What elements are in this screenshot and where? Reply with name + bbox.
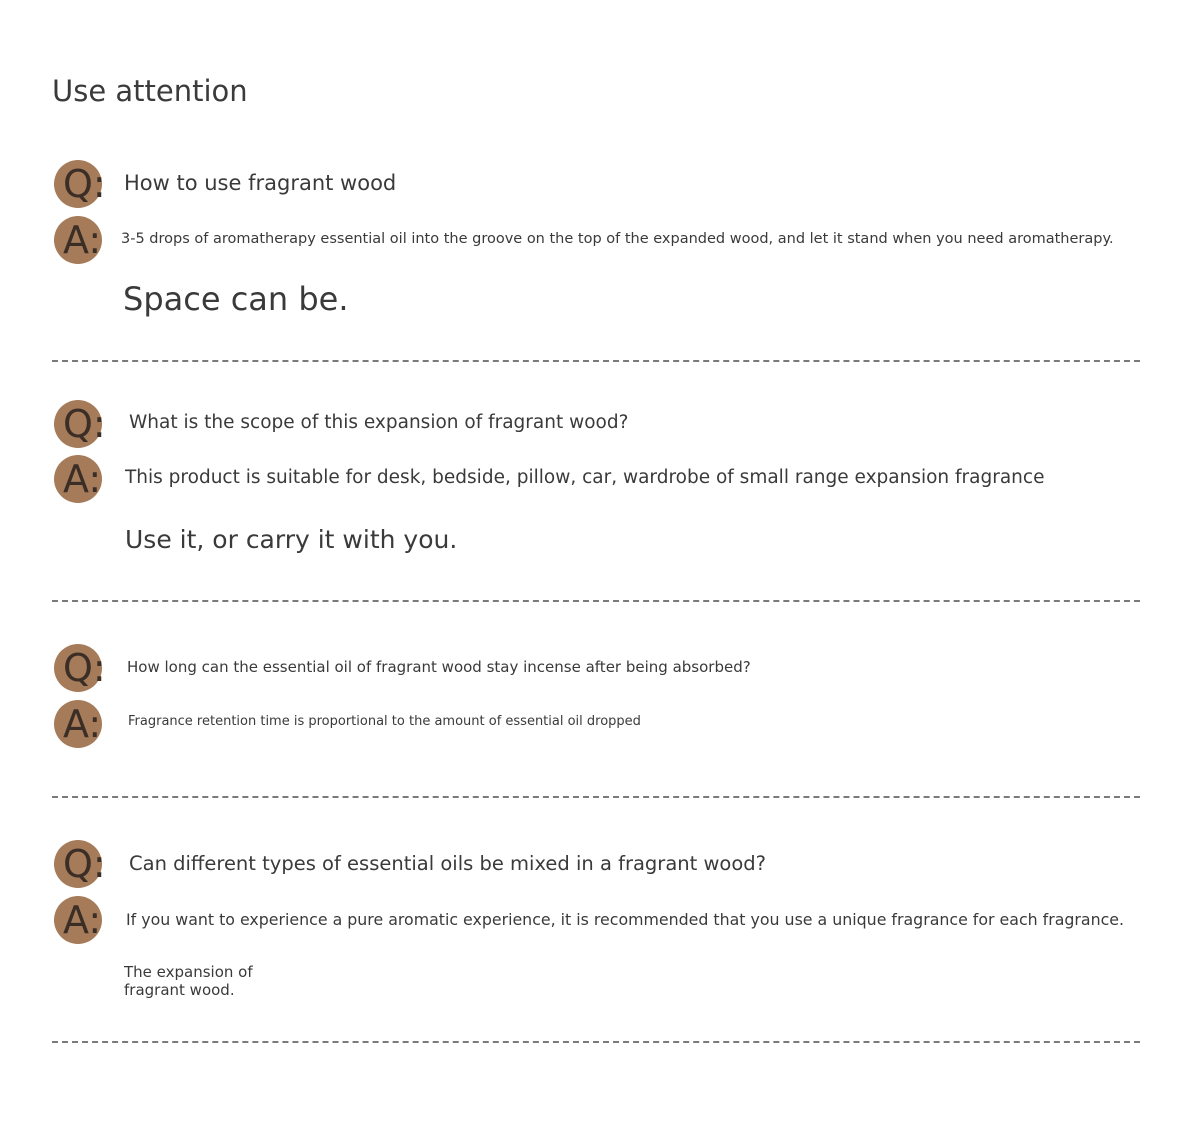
question-text: Can different types of essential oils be mixed in a fragrant wood? — [129, 852, 767, 875]
question-badge: Q: — [54, 400, 102, 448]
answer-badge: A: — [54, 216, 102, 264]
answer-text: 3-5 drops of aromatherapy essential oil into the groove on the top of the expanded wood, and let it stand when you need aromatherapy. — [121, 231, 1114, 247]
page-title: Use attention — [52, 74, 248, 108]
dashed-divider — [52, 1041, 1140, 1043]
answer-badge: A: — [54, 455, 102, 503]
question-badge: Q: — [54, 160, 102, 208]
answer-badge: A: — [54, 896, 102, 944]
answer-text: If you want to experience a pure aromatic experience, it is recommended that you use a unique fragrance for each fragrance. — [126, 910, 1125, 929]
dashed-divider — [52, 796, 1140, 798]
answer-text: Use it, or carry it with you. — [125, 525, 458, 554]
question-text: How to use fragrant wood — [124, 171, 397, 195]
answer-text: This product is suitable for desk, bedside, pillow, car, wardrobe of small range expansion fragrance — [125, 467, 1045, 488]
question-text: How long can the essential oil of fragrant wood stay incense after being absorbed? — [127, 658, 751, 676]
answer-text: Space can be. — [123, 280, 349, 318]
dashed-divider — [52, 360, 1140, 362]
answer-text: Fragrance retention time is proportional to the amount of essential oil dropped — [128, 714, 641, 729]
dashed-divider — [52, 600, 1140, 602]
answer-badge: A: — [54, 700, 102, 748]
question-badge: Q: — [54, 840, 102, 888]
answer-text: The expansion of — [124, 963, 253, 981]
answer-text: fragrant wood. — [124, 981, 235, 999]
question-text: What is the scope of this expansion of fragrant wood? — [129, 412, 629, 433]
question-badge: Q: — [54, 644, 102, 692]
